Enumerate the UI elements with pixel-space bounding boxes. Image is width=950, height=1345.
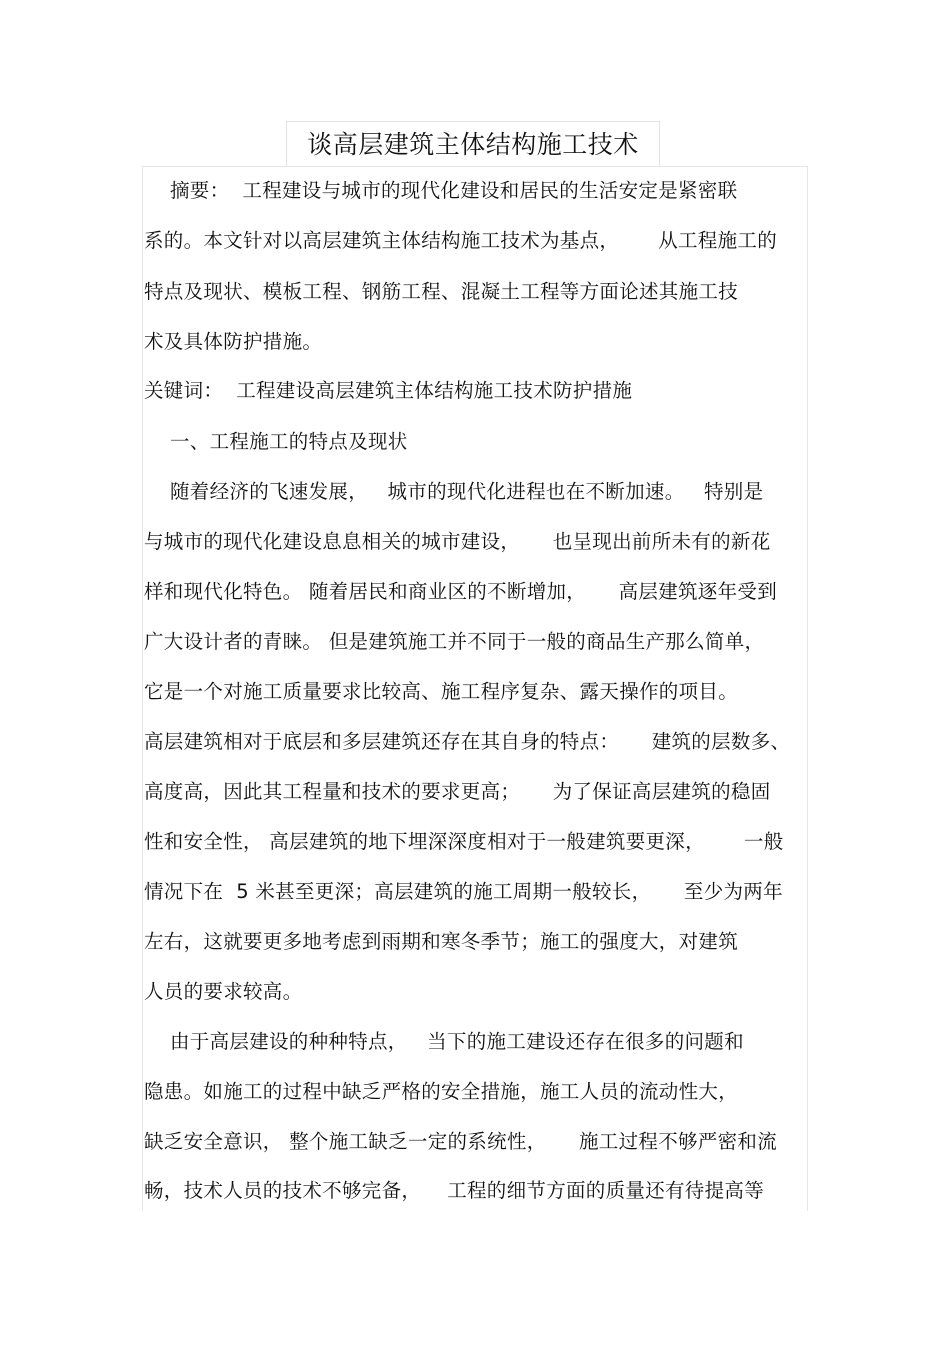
paragraph-line: 高度高，因此其工程量和技术的要求更高； 为了保证高层建筑的稳固 bbox=[144, 780, 771, 803]
paragraph-line: 与城市的现代化建设息息相关的城市建设， 也呈现出前所未有的新花 bbox=[144, 530, 771, 553]
section-heading-1: 一、工程施工的特点及现状 bbox=[144, 430, 408, 453]
abstract-line-1: 摘要： 工程建设与城市的现代化建设和居民的生活安定是紧密联 bbox=[144, 179, 738, 202]
paragraph-line: 广大设计者的青睐。 但是建筑施工并不同于一般的商品生产那么简单， bbox=[144, 630, 765, 653]
paragraph-line: 左右，这就要更多地考虑到雨期和寒冬季节；施工的强度大，对建筑 bbox=[144, 930, 739, 953]
page-title: 谈高层建筑主体结构施工技术 bbox=[307, 130, 639, 159]
paragraph-line: 人员的要求较高。 bbox=[144, 980, 303, 1003]
paragraph-line: 隐患。如施工的过程中缺乏严格的安全措施，施工人员的流动性大， bbox=[144, 1080, 739, 1103]
paragraph-line: 高层建筑相对于底层和多层建筑还存在其自身的特点： 建筑的层数多、 bbox=[144, 730, 791, 753]
paragraph-line: 样和现代化特色。 随着居民和商业区的不断增加， 高层建筑逐年受到 bbox=[144, 580, 777, 603]
abstract-line-2: 系的。本文针对以高层建筑主体结构施工技术为基点， 从工程施工的 bbox=[144, 229, 777, 252]
paragraph-line: 缺乏安全意识， 整个施工缺乏一定的系统性， 施工过程不够严密和流 bbox=[144, 1130, 777, 1153]
title-frame bbox=[286, 121, 660, 167]
paragraph-line: 情况下在 5 米甚至更深；高层建筑的施工周期一般较长， 至少为两年 bbox=[144, 880, 783, 903]
paragraph-line: 畅，技术人员的技术不够完备， 工程的细节方面的质量还有待提高等 bbox=[144, 1179, 764, 1202]
paragraph-line: 它是一个对施工质量要求比较高、施工程序复杂、露天操作的项目。 bbox=[144, 680, 739, 703]
keywords-line: 关键词： 工程建设高层建筑主体结构施工技术防护措施 bbox=[144, 379, 633, 402]
abstract-line-3: 特点及现状、模板工程、钢筋工程、混凝土工程等方面论述其施工技 bbox=[144, 280, 739, 303]
paragraph-line: 随着经济的飞速发展， 城市的现代化进程也在不断加速。 特别是 bbox=[144, 480, 764, 503]
paragraph-line: 由于高层建设的种种特点， 当下的施工建设还存在很多的问题和 bbox=[144, 1030, 744, 1053]
paragraph-line: 性和安全性， 高层建筑的地下埋深深度相对于一般建筑要更深， 一般 bbox=[144, 830, 784, 853]
abstract-line-4: 术及具体防护措施。 bbox=[144, 330, 323, 353]
